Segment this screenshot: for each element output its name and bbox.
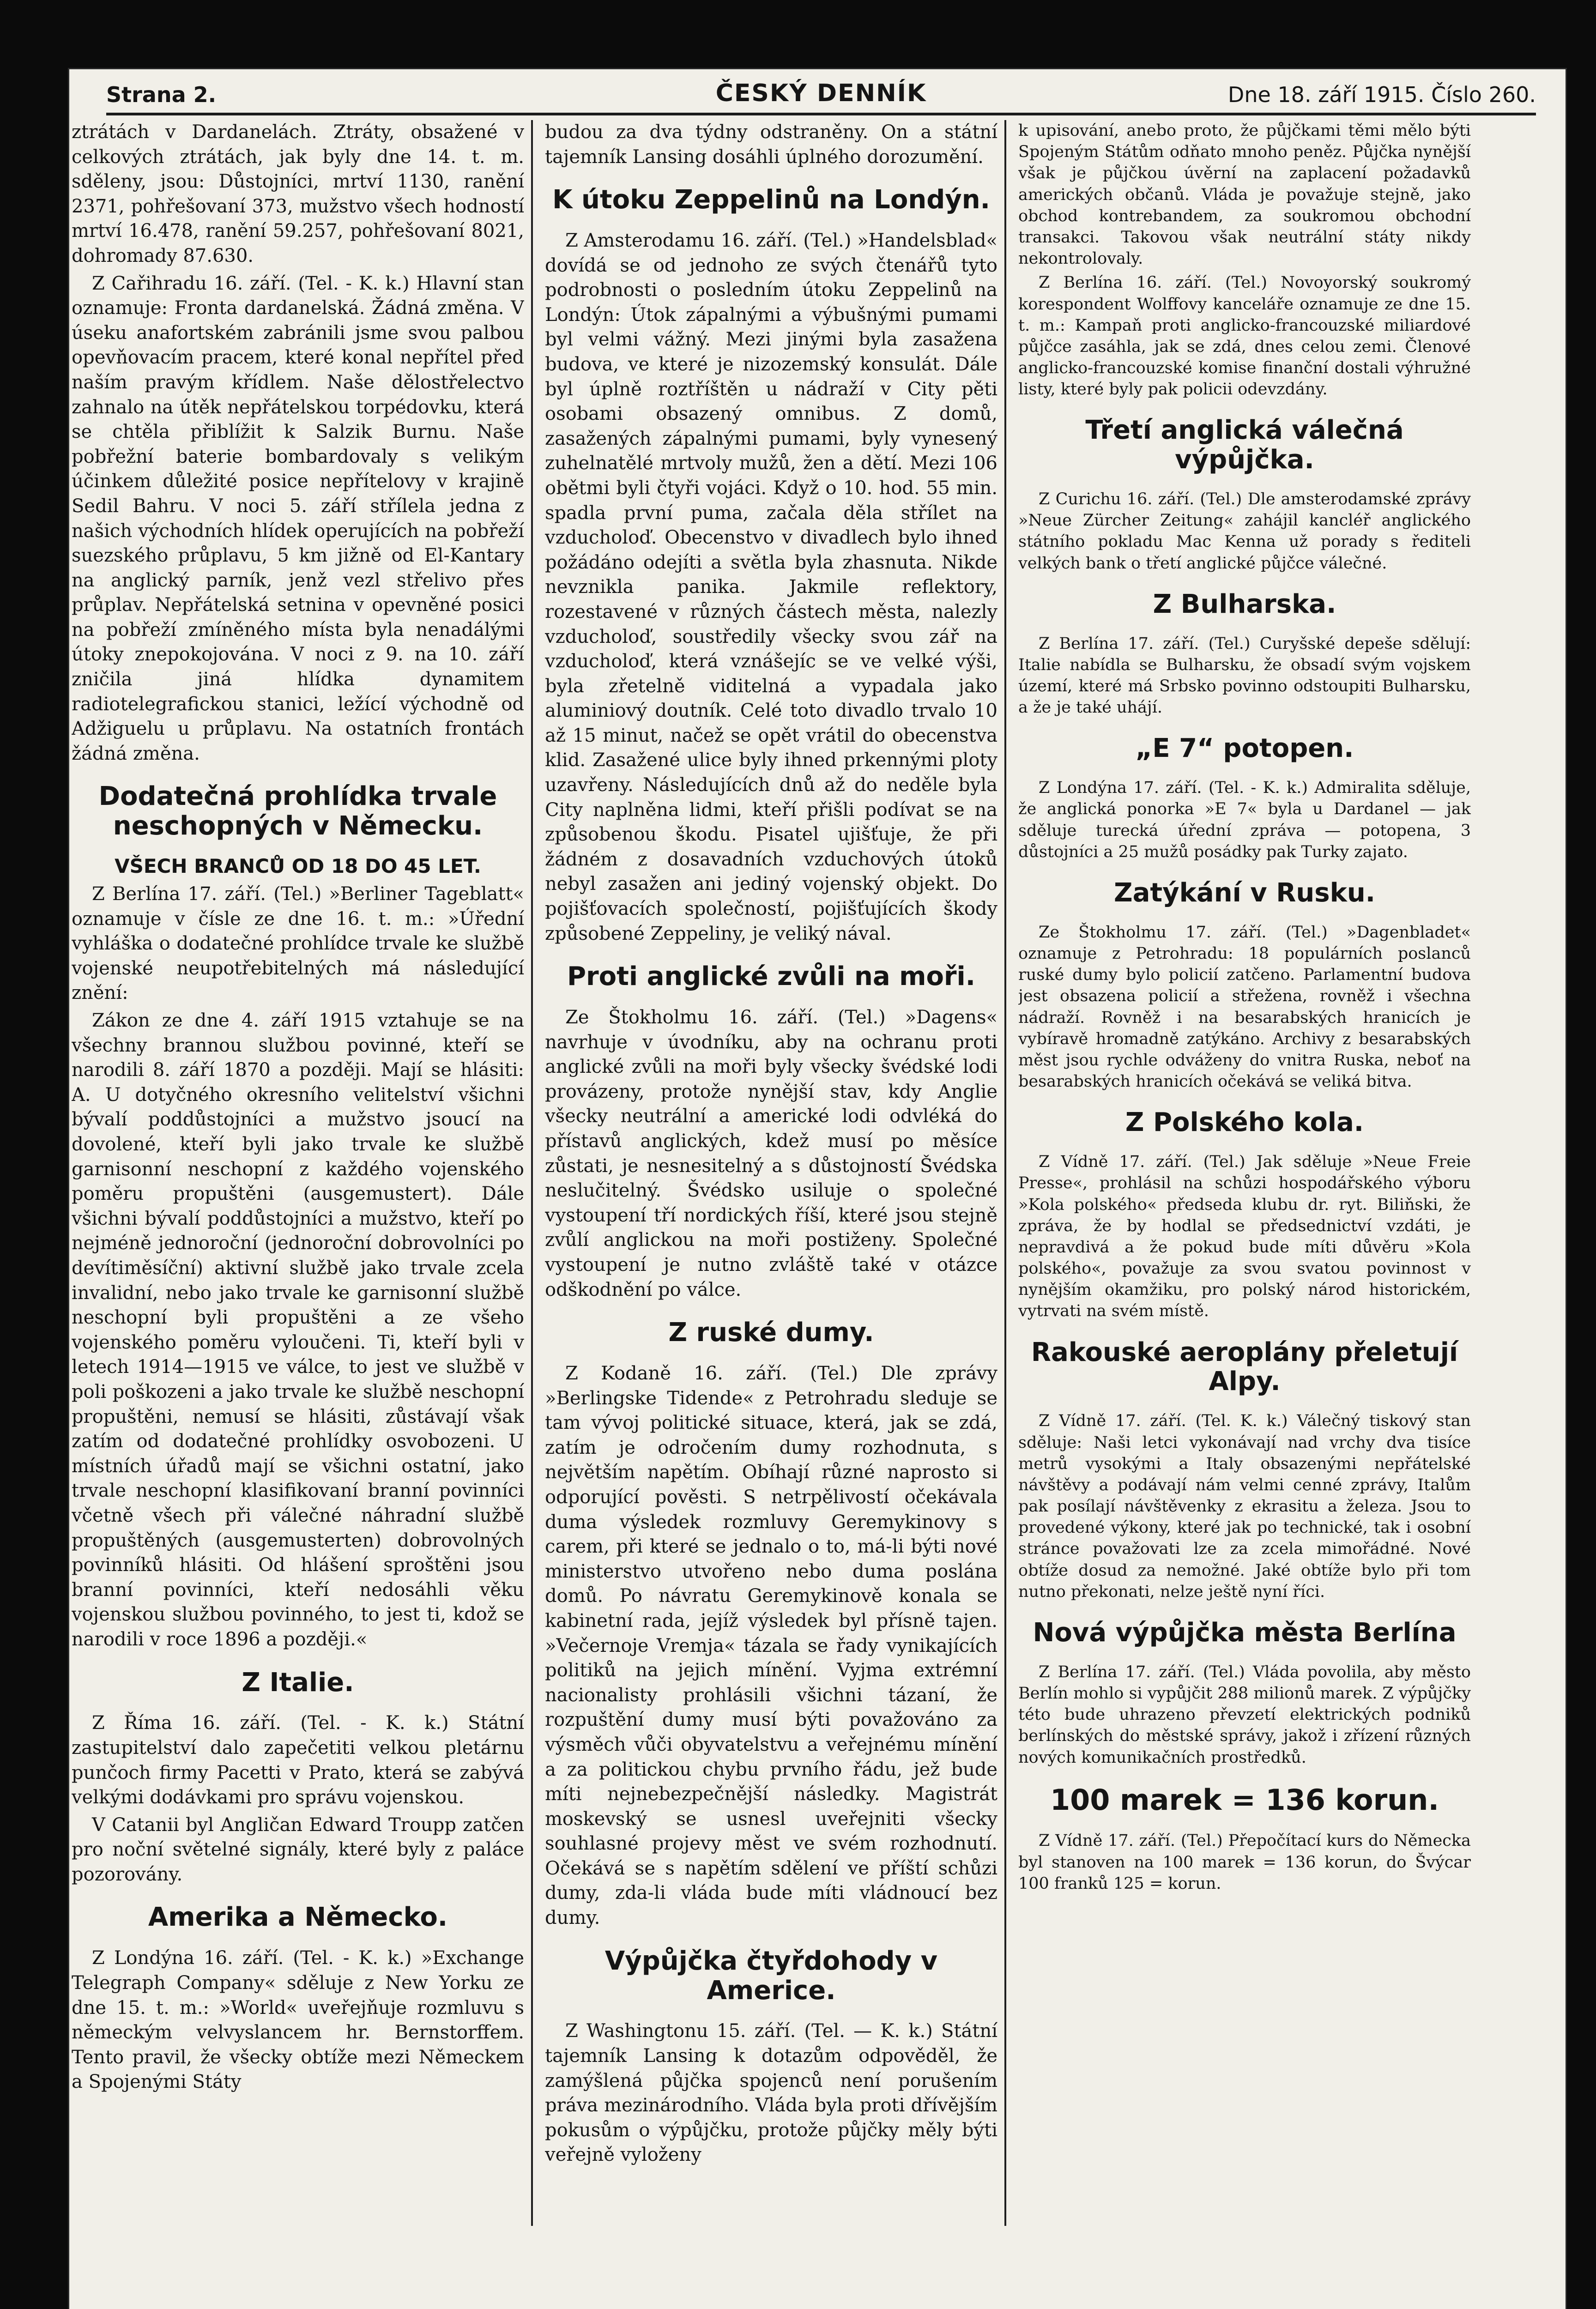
issue-number: Číslo 260. xyxy=(1431,82,1536,107)
article-text: Z Vídně 17. září. (Tel.) Jak sděluje »Neue Freie Presse«, prohlásil na schůzi hospodářského výboru »Kola polského« předseda klubu dr. ryt. Biliňski, že zpráva, že by hodlal se předsednictví vzdáti, je nepravdivá a že pokud bude míti důvěru »Kola polského«, považuje za svou svatou povinnost v nynějším okamžiku, pro polský národ historickém, vytrvati na svém místě. xyxy=(1018,1153,1471,1321)
column-1 xyxy=(72,120,524,2226)
article-text: Z Berlína 17. září. (Tel.) Curyšské depeše sdělují: Italie nabídla se Bulharsku, že obsadí svým vojskem území, které má Srbsko povinno odstoupiti Bulharsku, a že je také uhájí. xyxy=(1018,634,1471,717)
article-text: Z Washingtonu 15. září. (Tel. — K. k.) Státní tajemník Lansing k dotazům odpověděl, že zamýšlená půjčka spojenců není porušením práva mezinárodního. Vláda byla proti dřívějším pokusům o výpůjčku, protože půjčky měly býti veřejně vyloženy xyxy=(545,2020,998,2166)
article-text: Ze Štokholmu 16. září. (Tel.) »Dagens« navrhuje v úvodníku, aby na ochranu proti anglické zvůli na moři byly všecky švédské lodi provázeny, protože nynější stav, kdy Anglie všecky neutrální a americké lodi odvléká do přístavů anglických, kdež musí po měsíce zůstati, je nesnesitelný a s důstojností Švédska neslučitelný. Švédsko usiluje o společné vystoupení tří nordických říší, které jsou stejně zvůlí anglickou na moři postiženy. Společné vystoupení je nutno zvláště také v otázce odškodnění po válce. xyxy=(545,1007,998,1300)
article-text: Z Berlína 16. září. (Tel.) Novoyorský soukromý korespondent Wolffovy kanceláře oznamuje ze dne 15. t. m.: Kampaň proti anglicko-francouzské miliardové půjčce zasáhla, jak se zdá, dnes celou zemi. Členové anglicko-francouzské komise finanční dostali výhružné listy, které byly pak policii odevzdány. xyxy=(1018,273,1471,399)
column-2 xyxy=(545,120,998,2226)
headline-zeppelin: K útoku Zeppelinů na Londýn. xyxy=(552,185,990,215)
date-text: Dne 18. září 1915. xyxy=(1227,82,1425,107)
article-text: budou za dva týdny odstraněny. On a státní tajemník Lansing dosáhli úplného dorozumění. xyxy=(545,121,998,168)
column-divider xyxy=(1004,120,1006,2226)
column-divider xyxy=(531,120,533,2226)
header-rule xyxy=(106,113,1536,115)
headline-vypujcka-ctyrdohody: Výpůjčka čtyřdohody v Americe. xyxy=(605,1946,938,2006)
issue-date xyxy=(1228,82,1536,107)
headline-proti-anglicke-zvuli: Proti anglické zvůli na moři. xyxy=(567,961,976,992)
page-header xyxy=(106,55,1536,115)
article-text: V Catanii byl Angličan Edward Troupp zatčen pro noční světelné signály, které byly z paláce pozorovány. xyxy=(72,1814,524,1885)
headline-nova-vypujcka-berlina: Nová výpůjčka města Berlína xyxy=(1033,1618,1457,1648)
headline-z-polskeho-kola: Z Polského kola. xyxy=(1125,1107,1364,1138)
article-text: Zákon ze dne 4. září 1915 vztahuje se na všechny brannou službou povinné, kteří se narodili 8. září 1870 a později. Mají se hlásiti: A. U dotyčného okresního velitelství všichni bývalí poddůstojníci a mužstvo jsoucí na dovolené, kteří byli jako trvale ke službě garnisonní neschopní z každého vojenského poměru propuštěni (ausgemustert). Dále všichni bývalí poddůstojníci a mužstvo, kteří po nejméně jednoroční (jednoroční dobrovolníci po devítiměsíční) aktivní službě jako trvale zcela invalidní, nebo jako trvale ke garnisonní službě neschopní byli propuštěni a ze všeho vojenského poměru vyloučeni. Ti, kteří byli v letech 1914—1915 ve válce, to jest ve službě v poli poškozeni a jako trvale ke službě neschopní propuštěni, nemusí se hlásiti, zůstávají však zatím od dodatečné prohlídky osvobozeni. U místních úřadů mají se všichni ostatní, jako trvale neschopní klasifikovaní branní povinníci včetně všech při válečné náhradní službě propuštěných (ausgemusterten) dobrovolných povinníků hlásiti. Od hlášení sproštěni jsou branní povinníci, kteří nedosáhli věku vojenskou službou povinného, to jest ti, kdož se narodili v roce 1896 a později.« xyxy=(72,1010,524,1650)
article-text: Z Amsterodamu 16. září. (Tel.) »Handelsblad« dovídá se od jednoho ze svých čtenářů tyto podrobnosti o posledním útoku Zeppelinů na Londýn: Útok zápalnými a výbušnými pumami byl velmi vážný. Mezi jinými byla zasažena budova, ve které je nizozemský konsulát. Dále byl úplně roztříštěn u nádraží v City pěti osobami obsazený omnibus. Z domů, zasažených zápalnými pumami, byly vynesený zuhelnatělé mrtvoly mužů, žen a dětí. Mezi 106 obětmi byli čtyři vojáci. Když o 10. hod. 55 min. spadla první puma, začala děla střílet na vzducholoď. Obecenstvo v divadlech bylo ihned požádáno odejíti a světla byla zhasnuta. Nikde nevznikla panika. Jakmile reflektory, rozestavené v různých částech města, nalezly vzducholoď, soustředily všecky svou zář na vzducholoď, která vznášejíc se ve velké výši, byla zřetelně viditelná a vypadala jako aluminiový doutník. Celé toto divadlo trvalo 10 až 15 minut, načež se opět vrátil do obecenstva klid. Zasažené ulice byly ihned prkennými ploty uzavřeny. Následujících dnů až do neděle byla City naplněna lidmi, kteří přišli podívat se na způsobenou škodu. Pisatel ujišťuje, že při žádném z dosavadních vzduchových útoků nebyl zasažen ani jediný vojenský objekt. Do pojišťovacích společností, pojišťujících škody způsobené Zeppeliny, je veliký nával. xyxy=(545,230,998,944)
article-text: Z Londýna 17. září. (Tel. - K. k.) Admiralita sděluje, že anglická ponorka »E 7« byla u Dardanel — jak sděluje turecká úřední zpráva — potopena, 3 důstojníci a 25 mužů posádky pak Turky zajato. xyxy=(1018,779,1471,861)
article-text: Z Cařihradu 16. září. (Tel. - K. k.) Hlavní stan oznamuje: Fronta dardanelská. Žádná změna. V úseku anafortském zabránili jsme svou palbou opevňovacím pracem, které konal nepřítel před naším pravým křídlem. Naše dělostřelectvo zahnalo na útěk nepřátelskou torpédovku, která se chtěla přiblížit k Salzik Burnu. Naše pobřežní baterie bombardovaly s velikým účinkem důležité posice nepřítelovy v krajině Sedil Bahru. V noci 5. září střílela jedna z našich východních hlídek operujících na pobřeží suezského průplavu, 5 km jižně od El-Kantary na anglický parník, jenž vezl střelivo přes průplav. Nepřátelská setnina v opevněné posici na pobřeží zmíněného místa byla nenadálými útoky znepokojována. V noci z 9. na 10. září zničila jiná hlídka dynamitem radiotelegrafickou stanici, ležící východně od Adžiguelu u průplavu. Na ostatních frontách žádná změna. xyxy=(72,272,524,764)
headline-dodatecna-prohlidka: Dodatečná prohlídka trvale neschopných v Německu. xyxy=(98,781,497,841)
article-text: Z Curichu 16. září. (Tel.) Dle amsterodamské zprávy »Neue Zürcher Zeitung« zahájil kancléř anglického státního pokladu Mac Kenna už porady s řediteli velkých bank o třetí anglické půjčce válečné. xyxy=(1018,490,1471,573)
headline-amerika-a-nemecko: Amerika a Německo. xyxy=(148,1902,448,1933)
article-text: Z Říma 16. září. (Tel. - K. k.) Státní zastupitelství dalo zapečetiti velkou pletárnu punčoch firmy Pacetti v Prato, která se zabývá velkými dodávkami pro správu vojenskou. xyxy=(72,1712,524,1808)
article-text: Z Berlína 17. září. (Tel.) »Berliner Tageblatt« oznamuje v čísle ze dne 16. t. m.: »Úřední vyhláška o dodatečné prohlídce trvale ke službě vojenské neupotřebitelných má následující znění: xyxy=(72,883,524,1004)
article-text: ztrátách v Dardanelách. Ztráty, obsažené v celkových ztrátách, jak byly dne 14. t. m. sděleny, jsou: Důstojníci, mrtví 1130, ranění 2371, pohřešovaní 373, mužstvo všech hodností mrtví 16.478, ranění 59.257, pohřešovaní 8021, dohromady 87.630. xyxy=(72,121,524,266)
column-3 xyxy=(1018,120,1471,2226)
headline-treti-valecna-vypujcka: Třetí anglická válečná výpůjčka. xyxy=(1085,415,1404,475)
article-text: k upisování, anebo proto, že půjčkami těmi mělo býti Spojeným Státům odňato mnoho peněz. Půjčka nynější však je půjčkou úvěrní na zaplacení požadavků amerických občanů. Vláda je považuje stejně, jako obchod kontrebandem, za soukromou obchodní transakci. Takovou však neutrální státy nikdy nekontrolovaly. xyxy=(1018,121,1471,268)
article-text: Z Vídně 17. září. (Tel.) Přepočítací kurs do Německa byl stanoven na 100 marek = 136 korun, do Švýcar 100 franků 125 = korun. xyxy=(1018,1831,1471,1893)
headline-rakouske-aeroplany: Rakouské aeroplány přeletují Alpy. xyxy=(1031,1337,1458,1397)
article-text: Ze Štokholmu 17. září. (Tel.) »Dagenbladet« oznamuje z Petrohradu: 18 populárních poslanců ruské dumy bylo policií zatčeno. Parlamentní budova jest obsazena policií a střežena, rovněž i všechna nádraží. Rovněž i na besarabských hranicích je vybíravě hromadně zatýkáno. Archivy z besarabských měst jsou rychle odváženy do vnitra Ruska, neboť na besarabských hranicích očekává se veliká bitva. xyxy=(1018,923,1471,1091)
masthead-title: ČESKÝ DENNÍK xyxy=(715,79,927,107)
page-label: Strana 2. xyxy=(106,82,217,107)
headline-z-bulharska: Z Bulharska. xyxy=(1153,589,1336,619)
headline-marek-korun: 100 marek = 136 korun. xyxy=(1050,1783,1439,1817)
article-text: Z Londýna 16. září. (Tel. - K. k.) »Exchange Telegraph Company« sděluje z New Yorku ze dne 15. t. m.: »World« uveřejňuje rozmluvu s německým velvyslancem hr. Bernstorffem. Tento pravil, že všecky obtíže mezi Německem a Spojenými Státy xyxy=(72,1947,524,2093)
article-text: Z Vídně 17. září. (Tel. K. k.) Válečný tiskový stan sděluje: Naši letci vykonávají nad vrchy dva tisíce metrů vysokými a Italy obsazenými nepřátelské návštěvy a podávají nám velmi cenné zprávy, Italům pak posílají návštěvenky z ekrasitu a železa. Jsou to provedené výkony, které jak po technické, tak i osobní stránce považovati lze za zcela mimořádné. Nové obtíže dosud za nemožné. Jaké obtíže bylo při tom nutno překonati, nelze ještě nyní říci. xyxy=(1018,1412,1471,1601)
headline-z-ruske-dumy: Z ruské dumy. xyxy=(668,1318,874,1348)
article-text: Z Berlína 17. září. (Tel.) Vláda povolila, aby město Berlín mohlo si vypůjčit 288 milionů marek. Z výpůjčky této bude uhrazeno převzetí elektrických podniků berlínských do městské správy, jakož i zřízení různých nových komunikačních prostředků. xyxy=(1018,1662,1471,1767)
headline-e7-potopen: „E 7“ potopen. xyxy=(1135,733,1354,764)
headline-zatykani-v-rusku: Zatýkání v Rusku. xyxy=(1114,878,1375,908)
headline-z-italie: Z Italie. xyxy=(242,1667,354,1698)
article-text: Z Kodaně 16. září. (Tel.) Dle zprávy »Berlingske Tidende« z Petrohradu sleduje se tam vývoj politické situace, která, jak se zdá, zatím je odročením dumy rozhodnuta, s největším napětím. Obíhají různé naprosto si odporující pověsti. S netrpělivostí očekávala duma výsledek rozmluvy Geremykinovy s carem, při které se jednalo o to, má-li býti nové ministerstvo utvořeno nebo duma poslána domů. Po návratu Geremykinově konala se kabinetní rada, jejíž výsledek byl přísně tajen. »Večernoje Vremja« tázala se řady vynikajících politiků na jejich mínění. Vyjma extrémní nacionalisty prohlásili všichni tázaní, že rozpuštění dumy musí býti považováno za výsměch vůči obyvatelstvu a veřejnému mínění a za politickou chybu prvního řádu, jež bude míti nejnebezpečnější následky. Magistrát moskevský se usnesl uveřejniti všecky souhlasné projevy měst ve svém rozhodnutí. Očekává se s napětím sdělení ve příští schůzi dumy, zda-li vláda bude míti vládnoucí bez dumy. xyxy=(545,1363,998,1929)
subheadline: VŠECH BRANCŮ OD 18 DO 45 LET. xyxy=(115,855,481,878)
